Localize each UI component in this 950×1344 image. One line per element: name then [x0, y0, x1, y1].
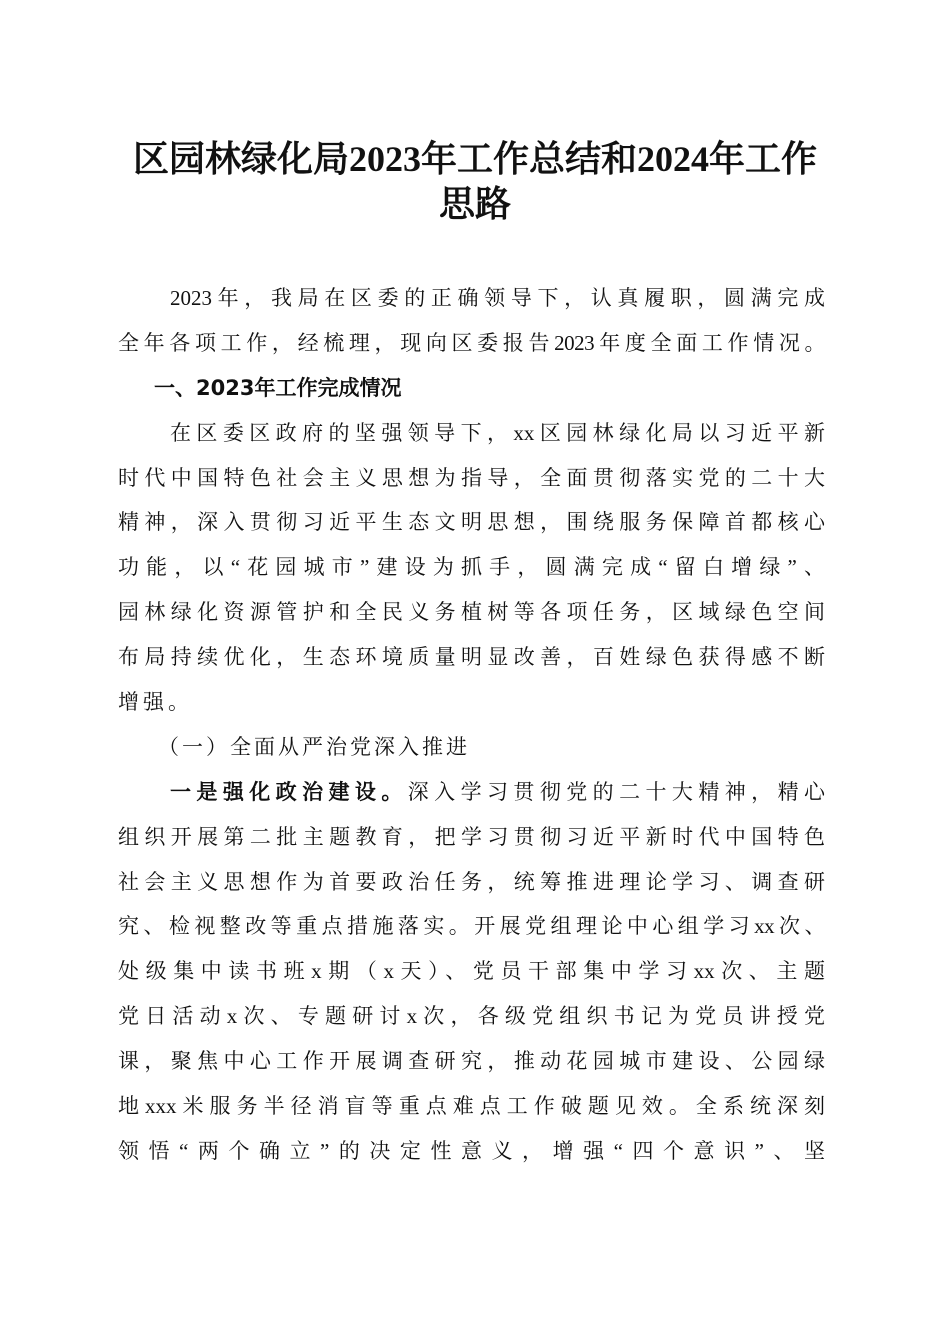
- para1-line-1: 在区委区政府的坚强领导下，xx区园林绿化局以习近平新: [170, 420, 825, 445]
- title-line-2: 思路: [438, 184, 511, 224]
- para2-line-4: 究、检视整改等重点措施落实。开展党组理论中心组学习xx次、: [118, 914, 825, 939]
- para1-line-3: 精神，深入贯彻习近平生态文明思想，围绕服务保障首都核心: [118, 510, 825, 535]
- para1-line-2: 时代中国特色社会主义思想为指导，全面贯彻落实党的二十大: [118, 465, 825, 490]
- para1-line-5: 园林绿化资源管护和全民义务植树等各项任务，区域绿色空间: [118, 600, 825, 625]
- intro-line-1: 2023年，我局在区委的正确领导下，认真履职，圆满完成: [170, 286, 825, 310]
- para2-lead-bold: 一是强化政治建设。: [170, 779, 408, 804]
- para1-line-7: 增强。: [118, 690, 193, 715]
- para2-line-2: 组织开展第二批主题教育，把学习贯彻习近平新时代中国特色: [118, 824, 825, 849]
- para2-line-5: 处级集中读书班x期（x天）、党员干部集中学习xx次、主题: [118, 959, 825, 984]
- section-heading-1: 一、2023年工作完成情况: [154, 375, 402, 400]
- title-line-1: 区园林绿化局2023年工作总结和2024年工作: [132, 139, 817, 179]
- subsection-heading-1: （一）全面从严治党深入推进: [158, 734, 470, 759]
- document-body: [118, 276, 825, 1174]
- para2-line-7: 课，聚焦中心工作开展调查研究，推动花园城市建设、公园绿: [118, 1049, 825, 1074]
- document-title: [100, 137, 850, 227]
- para2-line-1: [118, 770, 825, 815]
- intro-line-2: 全年各项工作，经梳理，现向区委报告2023年度全面工作情况。: [118, 330, 825, 355]
- para2-line-6: 党日活动x次、专题研讨x次，各级党组织书记为党员讲授党: [118, 1004, 825, 1029]
- para2-line-3: 社会主义思想作为首要政治任务，统筹推进理论学习、调查研: [118, 869, 825, 894]
- para2-line-1-rest: 深入学习贯彻党的二十大精神，精心: [407, 779, 825, 804]
- para1-line-6: 布局持续优化，生态环境质量明显改善，百姓绿色获得感不断: [118, 645, 825, 670]
- para1-line-4: 功能，以“花园城市”建设为抓手，圆满完成“留白增绿”、: [118, 555, 825, 580]
- para2-line-9: 领悟“两个确立”的决定性意义，增强“四个意识”、坚: [118, 1138, 825, 1163]
- para2-line-8: 地xxx米服务半径消盲等重点难点工作破题见效。全系统深刻: [118, 1094, 825, 1119]
